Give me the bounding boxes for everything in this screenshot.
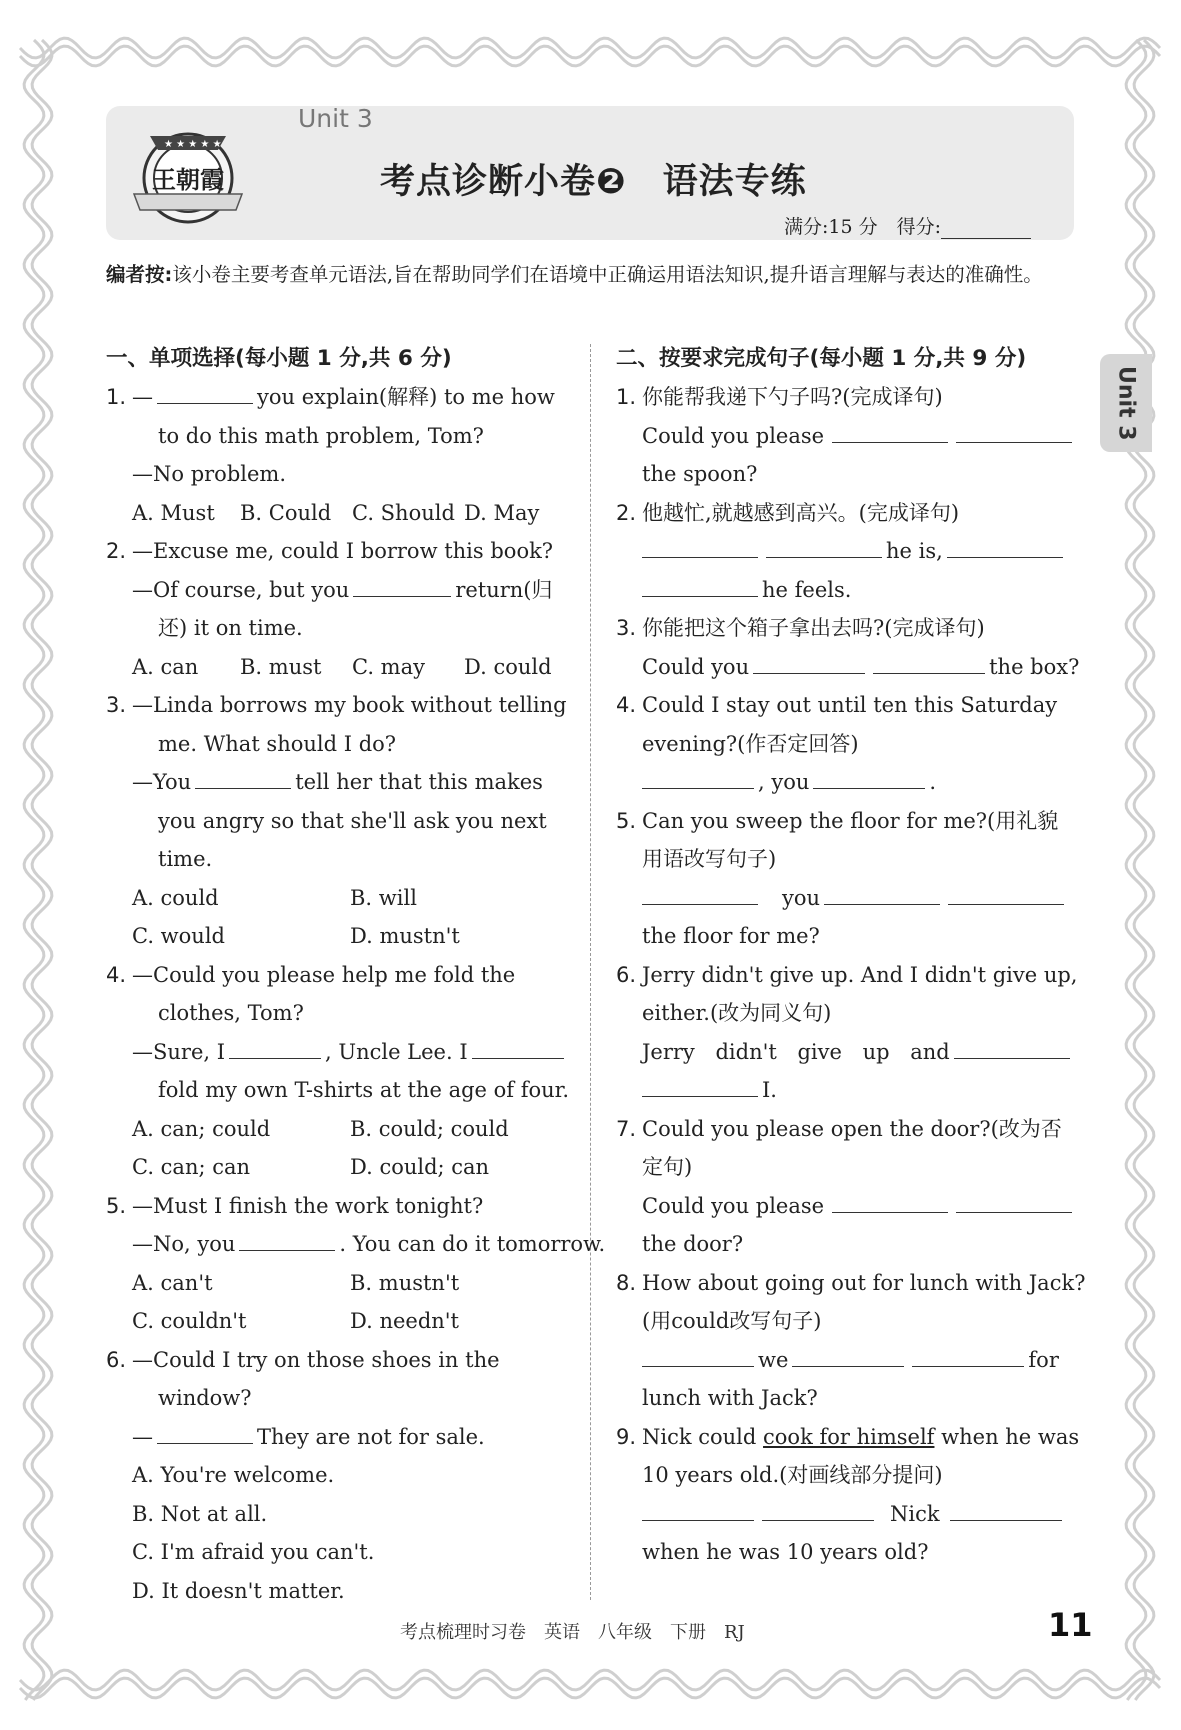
question-3 — [106, 686, 567, 725]
q-text: the floor for me? — [642, 924, 820, 948]
page-title: 考点诊断小卷❷ 语法专练 — [380, 162, 807, 202]
answer-blank[interactable] — [956, 420, 1072, 443]
q-text: to do this math problem, Tom? — [158, 423, 484, 448]
answer-blank[interactable] — [832, 1190, 948, 1213]
option-c[interactable]: C. couldn't — [132, 1309, 247, 1333]
option-a[interactable]: A. could — [132, 885, 219, 910]
question-number: 5. — [106, 1193, 127, 1218]
answer-blank[interactable] — [832, 420, 948, 443]
answer-blank[interactable] — [157, 1421, 253, 1444]
option-c[interactable]: C. I'm afraid you can't. — [132, 1540, 375, 1564]
section-complete-sentences — [616, 340, 1086, 1572]
q-text: Could you please open the door?(改为否 — [642, 1116, 1062, 1141]
option-c[interactable]: C. would — [132, 924, 225, 948]
question-3 — [616, 609, 1076, 648]
options — [106, 879, 564, 918]
q-text: —Could you please help me fold the — [132, 962, 516, 987]
q-text: — — [132, 1424, 153, 1449]
q-text: 定句) — [642, 1155, 693, 1179]
side-tab-label: Unit 3 — [1113, 365, 1139, 441]
options — [106, 917, 564, 956]
answer-blank[interactable] — [873, 651, 985, 674]
score-field — [784, 212, 1031, 239]
option-b[interactable]: B. Could — [240, 500, 332, 525]
q-text: 用语改写句子) — [642, 847, 777, 871]
q-text: you explain(解释) to me how — [257, 385, 555, 409]
q-text: —No, you — [132, 1232, 236, 1256]
q-text: —Sure, I — [132, 1039, 226, 1064]
q-text: the box? — [989, 654, 1080, 679]
q-line — [616, 879, 1076, 918]
q-text: 还) it on time. — [158, 616, 303, 640]
q-text: Jerry didn't give up and — [642, 1039, 950, 1064]
answer-blank[interactable] — [956, 1190, 1072, 1213]
option-d[interactable]: D. mustn't — [350, 924, 460, 948]
q-text: when he was — [941, 1424, 1080, 1449]
option-a[interactable]: A. You're welcome. — [132, 1463, 335, 1487]
answer-blank[interactable] — [813, 766, 925, 789]
answer-blank[interactable] — [642, 882, 758, 905]
side-unit-tab — [1100, 354, 1152, 452]
q-text: —Must I finish the work tonight? — [132, 1193, 484, 1218]
q-text: Could I stay out until ten this Saturday — [642, 693, 1058, 717]
q-text: tell her that this makes — [295, 770, 543, 794]
score-label: 满分:15 分 得分: — [784, 216, 942, 238]
question-4 — [106, 956, 564, 995]
q-text: return(归 — [455, 577, 553, 602]
answer-blank[interactable] — [642, 1498, 754, 1521]
editor-note — [106, 258, 1074, 291]
options — [106, 1302, 564, 1341]
logo-text: 王朝霞 — [152, 165, 224, 194]
section-multiple-choice — [106, 340, 606, 1610]
answer-blank[interactable] — [947, 535, 1063, 558]
answer-blank[interactable] — [824, 882, 940, 905]
q-text: evening?(作否定回答) — [642, 731, 859, 756]
q-text: 你能把这个箱子拿出去吗?(完成译句) — [642, 616, 985, 640]
answer-blank[interactable] — [157, 381, 253, 404]
q-text: . — [929, 770, 937, 794]
q-text: you angry so that she'll ask you next — [158, 808, 547, 833]
question-number: 7. — [616, 1116, 637, 1141]
q-text: we — [758, 1347, 789, 1372]
q-text: —Of course, but you — [132, 577, 350, 602]
question-number: 8. — [616, 1270, 637, 1295]
score-blank[interactable] — [941, 220, 1031, 239]
q-line — [106, 763, 564, 802]
q-text: —No problem. — [132, 462, 286, 486]
q-text: , you — [758, 770, 810, 794]
q-line — [616, 648, 1080, 687]
q-text: — — [132, 385, 153, 409]
options — [106, 1110, 564, 1149]
option-c[interactable]: C. can; can — [132, 1155, 251, 1179]
answer-blank[interactable] — [792, 1344, 904, 1367]
question-8 — [616, 1264, 1086, 1303]
question-2 — [106, 532, 564, 571]
q-text: Jerry didn't give up. And I didn't give up, — [642, 962, 1078, 987]
option-c[interactable]: C. may — [352, 654, 425, 679]
question-1 — [616, 378, 1076, 417]
q-text: Nick could — [642, 1424, 757, 1449]
option-b[interactable]: B. mustn't — [350, 1270, 460, 1295]
question-number: 3. — [616, 616, 637, 640]
option-b[interactable]: B. Not at all. — [132, 1501, 268, 1526]
underlined-phrase: cook for himself — [763, 1424, 935, 1449]
answer-blank[interactable] — [229, 1036, 321, 1059]
option-d[interactable]: D. could — [464, 654, 552, 679]
question-number: 3. — [106, 693, 127, 717]
answer-blank[interactable] — [472, 1036, 564, 1059]
q-text: the spoon? — [642, 462, 758, 486]
q-text: for — [1028, 1347, 1059, 1372]
answer-blank[interactable] — [642, 1344, 754, 1367]
q-line — [616, 1341, 1076, 1380]
q-text: —Linda borrows my book without telling — [132, 693, 567, 717]
options — [106, 1148, 564, 1187]
option-b[interactable]: B. will — [350, 885, 417, 910]
answer-blank[interactable] — [912, 1344, 1024, 1367]
q-line — [616, 1187, 1076, 1226]
question-6 — [616, 956, 1076, 995]
q-line — [616, 1033, 1076, 1072]
option-a[interactable]: A. Must — [132, 500, 215, 525]
answer-blank[interactable] — [954, 1036, 1070, 1059]
q-text: —You — [132, 770, 192, 794]
q-text: fold my own T-shirts at the age of four. — [158, 1078, 570, 1102]
q-line — [616, 1495, 1076, 1534]
question-1 — [106, 378, 564, 417]
section1-title: 一、单项选择(每小题 1 分,共 6 分) — [106, 346, 452, 371]
column-divider — [590, 344, 591, 1600]
question-number: 6. — [616, 962, 637, 987]
question-7 — [616, 1110, 1076, 1149]
q-text: (用could改写句子) — [642, 1309, 822, 1333]
option-d[interactable]: D. It doesn't matter. — [132, 1578, 345, 1603]
answer-blank[interactable] — [642, 535, 758, 558]
q-text: lunch with Jack? — [642, 1386, 818, 1410]
question-number: 4. — [616, 693, 637, 717]
option-a[interactable]: A. can — [132, 654, 199, 679]
option-b[interactable]: B. could; could — [350, 1116, 509, 1141]
unit-label: Unit 3 — [298, 104, 373, 133]
question-number: 5. — [616, 808, 637, 833]
q-line — [616, 1071, 1076, 1110]
q-line — [616, 417, 1076, 456]
q-text: How about going out for lunch with Jack? — [642, 1270, 1086, 1295]
answer-blank[interactable] — [950, 1498, 1062, 1521]
q-text: . You can do it tomorrow. — [339, 1232, 606, 1256]
question-number: 4. — [106, 962, 127, 987]
q-text: Could you please — [642, 1193, 825, 1218]
q-text: the door? — [642, 1232, 744, 1256]
q-text: he is, — [886, 539, 943, 563]
q-text: clothes, Tom? — [158, 1001, 304, 1025]
q-text: 10 years old.(对画线部分提问) — [642, 1463, 943, 1487]
option-a[interactable]: A. can; could — [132, 1116, 271, 1141]
q-text: window? — [158, 1386, 252, 1410]
option-b[interactable]: B. must — [240, 654, 322, 679]
q-text: Could you please — [642, 423, 825, 448]
answer-blank[interactable] — [195, 766, 291, 789]
q-text: me. What should I do? — [158, 731, 397, 756]
question-5 — [616, 802, 1076, 841]
question-number: 2. — [106, 539, 127, 563]
question-number: 1. — [616, 385, 637, 409]
q-text: 你能帮我递下勺子吗?(完成译句) — [642, 385, 943, 409]
q-text: you — [782, 885, 821, 910]
q-text: Can you sweep the floor for me?(用礼貌 — [642, 808, 1059, 833]
options — [106, 648, 564, 687]
q-line — [106, 571, 564, 610]
option-d[interactable]: D. needn't — [350, 1309, 459, 1333]
q-text: Could you — [642, 654, 750, 679]
answer-blank[interactable] — [353, 574, 451, 597]
q-text: —Excuse me, could I borrow this book? — [132, 539, 554, 563]
editor-note-text: 该小卷主要考查单元语法,旨在帮助同学们在语境中正确运用语法知识,提升语言理解与表达的准确性。 — [172, 263, 1043, 286]
q-line — [106, 1225, 606, 1264]
q-text: I. — [762, 1078, 777, 1102]
answer-blank[interactable] — [948, 882, 1064, 905]
question-5 — [106, 1187, 564, 1226]
q-text: time. — [158, 847, 213, 871]
question-number: 6. — [106, 1347, 127, 1372]
answer-blank[interactable] — [766, 535, 882, 558]
option-c[interactable]: C. Should — [352, 500, 455, 525]
options — [106, 494, 564, 533]
answer-blank[interactable] — [642, 574, 758, 597]
q-line — [106, 1033, 564, 1072]
q-line — [616, 532, 1076, 571]
question-4 — [616, 686, 1076, 725]
answer-blank[interactable] — [762, 1498, 874, 1521]
q-line — [106, 1418, 564, 1457]
section2-title: 二、按要求完成句子(每小题 1 分,共 9 分) — [616, 346, 1027, 371]
q-text: Nick — [890, 1501, 940, 1526]
q-text: They are not for sale. — [257, 1424, 485, 1449]
svg-text:★ ★ ★ ★ ★: ★ ★ ★ ★ ★ — [164, 139, 222, 150]
answer-blank[interactable] — [753, 651, 865, 674]
question-number: 1. — [106, 385, 127, 409]
answer-blank[interactable] — [642, 766, 754, 789]
answer-blank[interactable] — [239, 1228, 335, 1251]
question-2 — [616, 494, 1076, 533]
options — [106, 1264, 564, 1303]
q-line — [616, 763, 1076, 802]
q-text: when he was 10 years old? — [642, 1540, 929, 1564]
publisher-logo — [128, 116, 248, 231]
option-d[interactable]: D. May — [464, 500, 540, 525]
editor-note-label: 编者按: — [106, 263, 173, 286]
q-text: , Uncle Lee. I — [325, 1039, 468, 1064]
option-a[interactable]: A. can't — [132, 1270, 213, 1295]
question-6 — [106, 1341, 564, 1380]
q-line — [616, 571, 1076, 610]
question-number: 9. — [616, 1424, 637, 1449]
question-number: 2. — [616, 500, 637, 525]
q-text: —Could I try on those shoes in the — [132, 1347, 500, 1372]
q-text: 他越忙,就越感到高兴。(完成译句) — [642, 500, 960, 525]
question-9 — [616, 1418, 1080, 1457]
answer-blank[interactable] — [642, 1074, 758, 1097]
page-footer: 考点梳理时习卷 英语 八年级 下册 RJ — [400, 1622, 745, 1643]
q-text: he feels. — [762, 577, 852, 602]
page-number: 11 — [1048, 1606, 1093, 1644]
q-text: either.(改为同义句) — [642, 1001, 832, 1025]
option-d[interactable]: D. could; can — [350, 1155, 490, 1179]
